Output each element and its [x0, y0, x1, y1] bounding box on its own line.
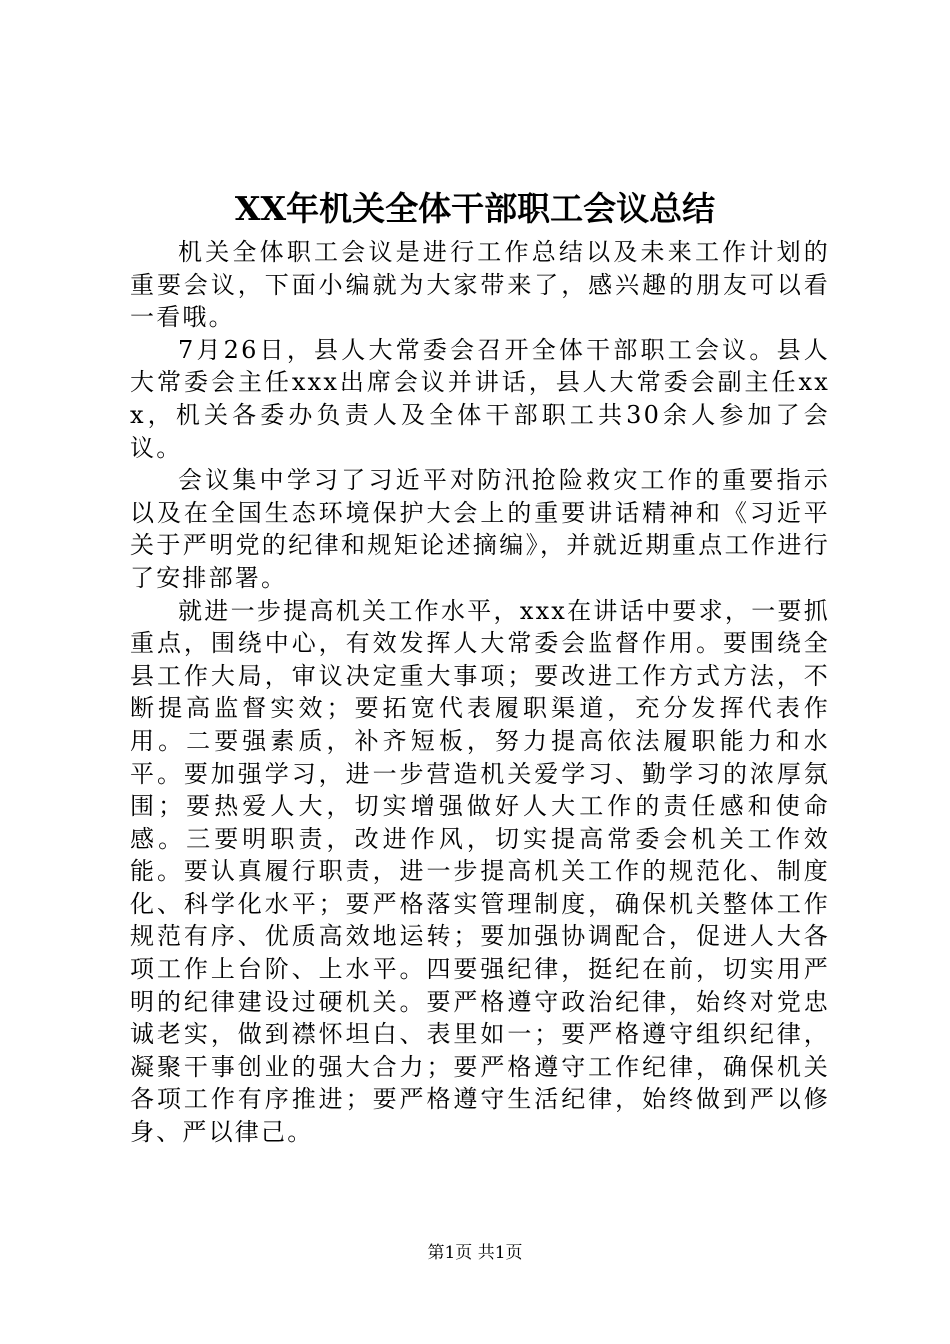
document-body [130, 236, 830, 1149]
page-footer: 第1页 共1页 [427, 1243, 523, 1263]
document-title: XX年机关全体干部职工会议总结 [234, 189, 716, 228]
paragraph-intro: 机关全体职工会议是进行工作总结以及未来工作计划的重要会议，下面小编就为大家带来了，感兴趣的朋友可以看一看哦。 [130, 238, 830, 332]
paragraph-requirements: 就进一步提高机关工作水平，xxx在讲话中要求，一要抓重点，围绕中心，有效发挥人大常委会监督作用。要围绕全县工作大局，审议决定重大事项；要改进工作方式方法，不断提高监督实效；要拓宽代表履职渠道，充分发挥代表作用。二要强素质，补齐短板，努力提高依法履职能力和水平。要加强学习，进一步营造机关爱学习、勤学习的浓厚氛围；要热爱人大，切实增强做好人大工作的责任感和使命感。三要明职责，改进作风，切实提高常委会机关工作效能。要认真履行职责，进一步提高机关工作的规范化、制度化、科学化水平；要严格落实管理制度，确保机关整体工作规范有序、优质高效地运转；要加强协调配合，促进人大各项工作上台阶、上水平。四要强纪律，挺纪在前，切实用严明的纪律建设过硬机关。要严格遵守政治纪律，始终对党忠诚老实，做到襟怀坦白、表里如一；要严格遵守组织纪律，凝聚干事创业的强大合力；要严格遵守工作纪律，确保机关各项工作有序推进；要严格遵守生活纪律，始终做到严以修身、严以律己。 [130, 596, 830, 1147]
paragraph-meeting-info: 7月26日，县人大常委会召开全体干部职工会议。县人大常委会主任xxx出席会议并讲话，县人大常委会副主任xxx，机关各委办负责人及全体干部职工共30余人参加了会议。 [130, 335, 830, 462]
paragraph-study: 会议集中学习了习近平对防汛抢险救灾工作的重要指示以及在全国生态环境保护大会上的重要讲话精神和《习近平关于严明党的纪律和规矩论述摘编》，并就近期重点工作进行了安排部署。 [130, 466, 830, 592]
